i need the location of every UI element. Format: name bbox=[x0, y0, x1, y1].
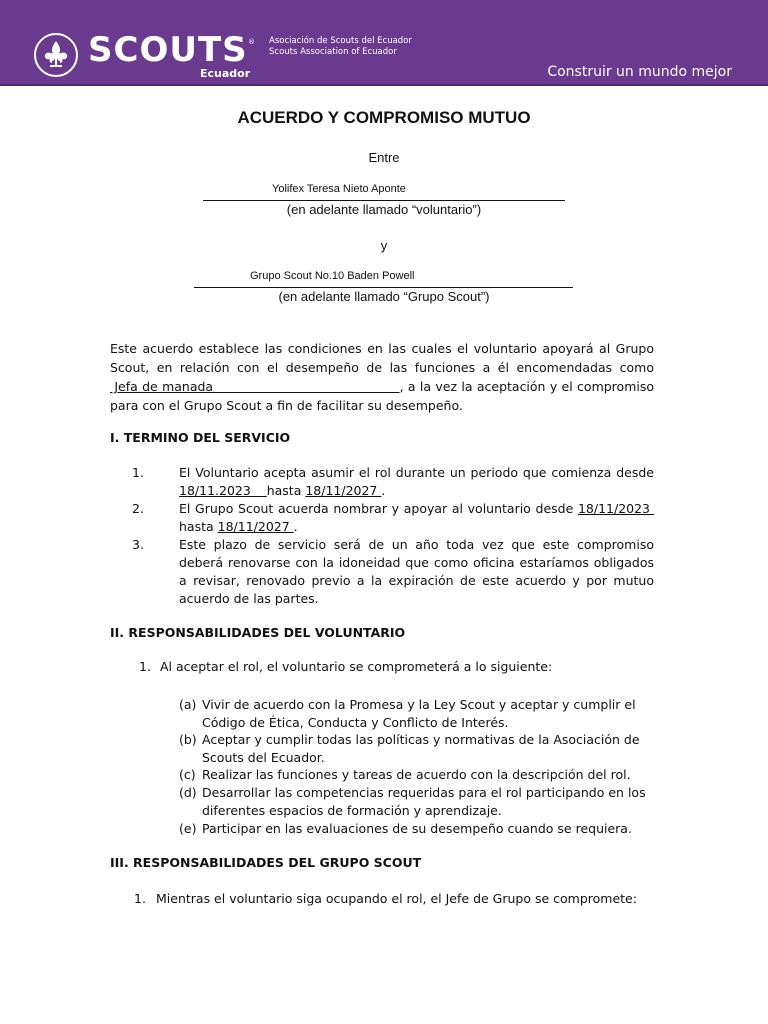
item-text bbox=[179, 464, 654, 500]
volunteer-signature-line bbox=[203, 200, 565, 201]
item-text-c: . bbox=[381, 483, 386, 498]
volunteer-name: Yolifex Teresa Nieto Aponte bbox=[272, 183, 406, 195]
item-label: (c) bbox=[179, 767, 196, 782]
item-number: 1. bbox=[132, 465, 144, 480]
item-text bbox=[179, 500, 654, 536]
fleur-de-lis-icon bbox=[34, 33, 78, 77]
group-name: Grupo Scout No.10 Baden Powell bbox=[250, 270, 415, 282]
item-text: Vivir de acuerdo con la Promesa y la Ley Scout y aceptar y cumplir el Código de Ética, Conducta y Conflicto de Interés. bbox=[202, 697, 636, 730]
item-text: Aceptar y cumplir todas las políticas y normativas de la Asociación de Scouts del Ecuador. bbox=[202, 732, 640, 765]
item-text-b: hasta bbox=[179, 519, 218, 534]
group-signature-line bbox=[194, 287, 573, 288]
item-label: (b) bbox=[179, 732, 197, 747]
item-label: (e) bbox=[179, 821, 197, 836]
intro-paragraph bbox=[110, 339, 654, 415]
group-alias: (en adelante llamado “Grupo Scout”) bbox=[278, 289, 490, 304]
item-text: Realizar las funciones y tareas de acuerdo con la descripción del rol. bbox=[202, 767, 631, 782]
end-date-field: 18/11/2027 bbox=[305, 483, 382, 498]
item-text: Este plazo de servicio será de un año toda vez que este compromiso deberá renovarse con la idoneidad que como oficina estaríamos obligados a revisar, renovado previo a la expiración de este acuerdo y por mutuo acuerdo de las partes. bbox=[179, 537, 654, 606]
intro-text-b: , a la vez la aceptación y el compromiso para con el Grupo Scout a fin de facilitar su desempeño. bbox=[110, 379, 655, 413]
item-number: 2. bbox=[132, 501, 144, 516]
item-text-c: . bbox=[293, 519, 298, 534]
section-3-heading: III. RESPONSABILIDADES DEL GRUPO SCOUT bbox=[110, 855, 422, 870]
list-item bbox=[110, 500, 654, 536]
association-name-es: Asociación de Scouts del Ecuador bbox=[269, 36, 412, 46]
end-date-field: 18/11/2027 bbox=[217, 519, 294, 534]
item-text: Desarrollar las competencias requeridas para el rol participando en los diferentes espacios de formación y aprendizaje. bbox=[202, 785, 646, 818]
section-2-heading: II. RESPONSABILIDADES DEL VOLUNTARIO bbox=[110, 625, 406, 640]
list-item bbox=[110, 536, 654, 608]
brand-wordmark: SCOUTS bbox=[88, 30, 248, 70]
section-2-lead-number: 1. bbox=[139, 659, 151, 674]
item-label: (d) bbox=[179, 785, 197, 800]
section-1-heading: I. TERMINO DEL SERVICIO bbox=[110, 430, 291, 445]
start-date-field: 18/11.2023 bbox=[179, 483, 267, 498]
brand-country: Ecuador bbox=[200, 67, 251, 80]
item-text-a: El Voluntario acepta asumir el rol durante un periodo que comienza desde bbox=[179, 465, 654, 480]
section-3-lead-number: 1. bbox=[134, 891, 146, 906]
association-name-en: Scouts Association of Ecuador bbox=[269, 47, 397, 57]
list-item bbox=[110, 464, 654, 500]
slogan: Construir un mundo mejor bbox=[547, 64, 732, 80]
role-field: Jefa de manada bbox=[110, 379, 400, 394]
association-name bbox=[269, 36, 412, 58]
and-label: y bbox=[380, 238, 388, 253]
item-label: (a) bbox=[179, 697, 197, 712]
between-label: Entre bbox=[368, 150, 400, 165]
item-text: Participar en las evaluaciones de su desempeño cuando se requiera. bbox=[202, 821, 632, 836]
registered-mark: ® bbox=[248, 38, 255, 46]
volunteer-alias: (en adelante llamado “voluntario”) bbox=[286, 202, 482, 217]
item-number: 3. bbox=[132, 537, 144, 552]
header-banner bbox=[0, 0, 768, 86]
start-date-field: 18/11/2023 bbox=[577, 501, 654, 516]
intro-text-a: Este acuerdo establece las condiciones en las cuales el voluntario apoyará al Grupo Scout, en relación con el desempeño de las funciones a él encomendadas como bbox=[110, 341, 654, 375]
item-text-a: El Grupo Scout acuerda nombrar y apoyar al voluntario desde bbox=[179, 501, 578, 516]
section-3-lead-text: Mientras el voluntario siga ocupando el rol, el Jefe de Grupo se compromete: bbox=[156, 891, 637, 906]
section-2-lead-text: Al aceptar el rol, el voluntario se comprometerá a lo siguiente: bbox=[160, 659, 553, 674]
document-title: ACUERDO Y COMPROMISO MUTUO bbox=[237, 108, 531, 127]
item-text-b: hasta bbox=[266, 483, 306, 498]
